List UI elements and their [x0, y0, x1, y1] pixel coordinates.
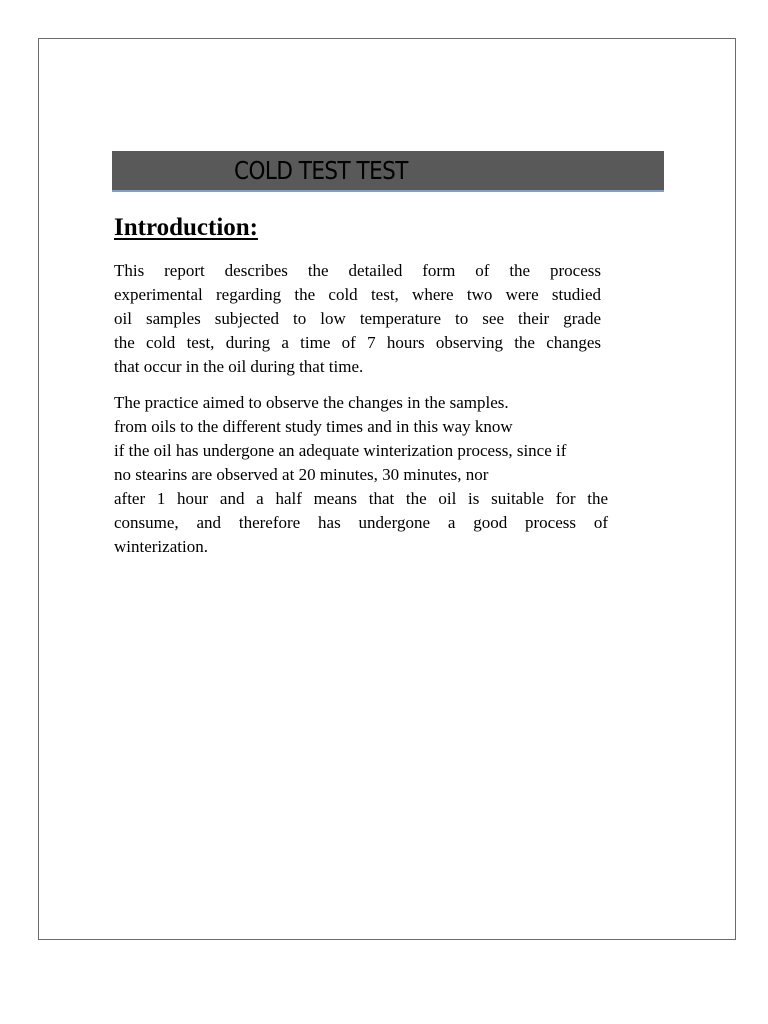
- paragraph-2: [114, 391, 608, 559]
- document-title: COLD TEST TEST: [234, 156, 408, 185]
- paragraph-line: winterization.: [114, 537, 208, 556]
- title-banner: [112, 151, 664, 192]
- paragraph-line: after 1 hour and a half means that the oil is suitable for the: [114, 489, 608, 508]
- paragraph-line: from oils to the different study times and in this way know: [114, 417, 513, 436]
- paragraph-line: if the oil has undergone an adequate winterization process, since if: [114, 441, 567, 460]
- paragraph-line: that occur in the oil during that time.: [114, 357, 364, 376]
- paragraph-line: The practice aimed to observe the changes in the samples.: [114, 393, 509, 412]
- paragraph-line: experimental regarding the cold test, where two were studied: [114, 285, 601, 304]
- paragraph-1: [114, 259, 601, 379]
- paragraph-line: no stearins are observed at 20 minutes, 30 minutes, nor: [114, 465, 489, 484]
- section-heading: Introduction:: [114, 214, 259, 241]
- paragraph-line: This report describes the detailed form of the process: [114, 261, 601, 280]
- paragraph-line: consume, and therefore has undergone a good process of: [114, 513, 608, 532]
- paragraph-line: oil samples subjected to low temperature to see their grade: [114, 309, 601, 328]
- paragraph-line: the cold test, during a time of 7 hours observing the changes: [114, 333, 601, 352]
